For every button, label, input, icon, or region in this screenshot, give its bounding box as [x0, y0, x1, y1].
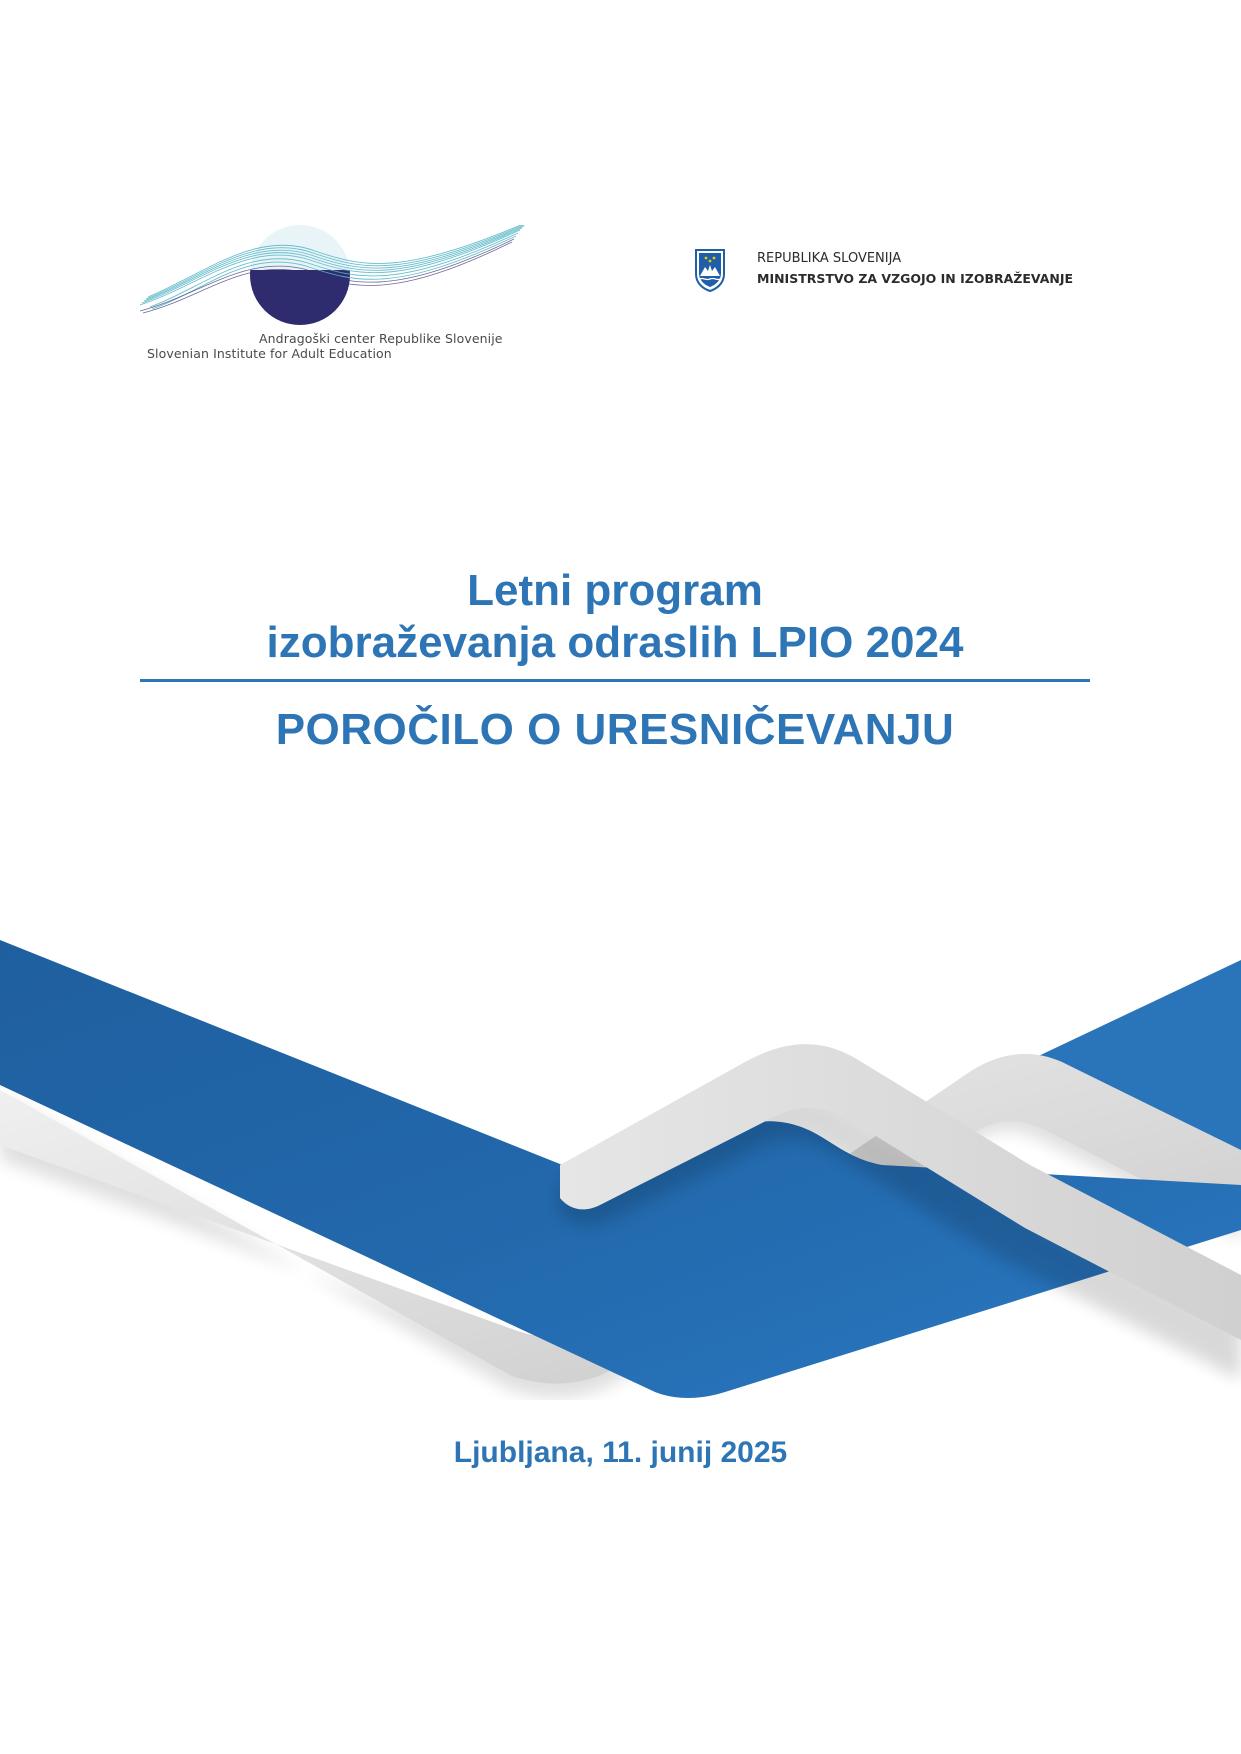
title-block — [140, 565, 1090, 756]
place-date: Ljubljana, 11. junij 2025 — [453, 1436, 788, 1469]
institute-name-en: Slovenian Institute for Adult Education — [147, 346, 392, 361]
ministry-name: MINISTRSTVO ZA VZGOJO IN IZOBRAŽEVANJE — [757, 271, 1074, 286]
ribbon-graphic — [0, 940, 1241, 1400]
wave-logo-icon — [140, 225, 540, 330]
title-line-2: izobraževanja odraslih LPIO 2024 — [266, 618, 964, 667]
institute-logo — [140, 225, 540, 370]
ministry-logo — [694, 248, 1114, 298]
ministry-republic-label: REPUBLIKA SLOVENIJA — [757, 251, 902, 266]
report-subtitle: POROČILO O URESNIČEVANJU — [275, 705, 955, 754]
coat-of-arms-icon — [694, 248, 726, 292]
title-line-1: Letni program — [467, 566, 763, 615]
decorative-ribbon — [0, 940, 1241, 1400]
title-divider — [140, 679, 1090, 682]
institute-name-sl: Andragoški center Republike Slovenije — [259, 331, 503, 346]
